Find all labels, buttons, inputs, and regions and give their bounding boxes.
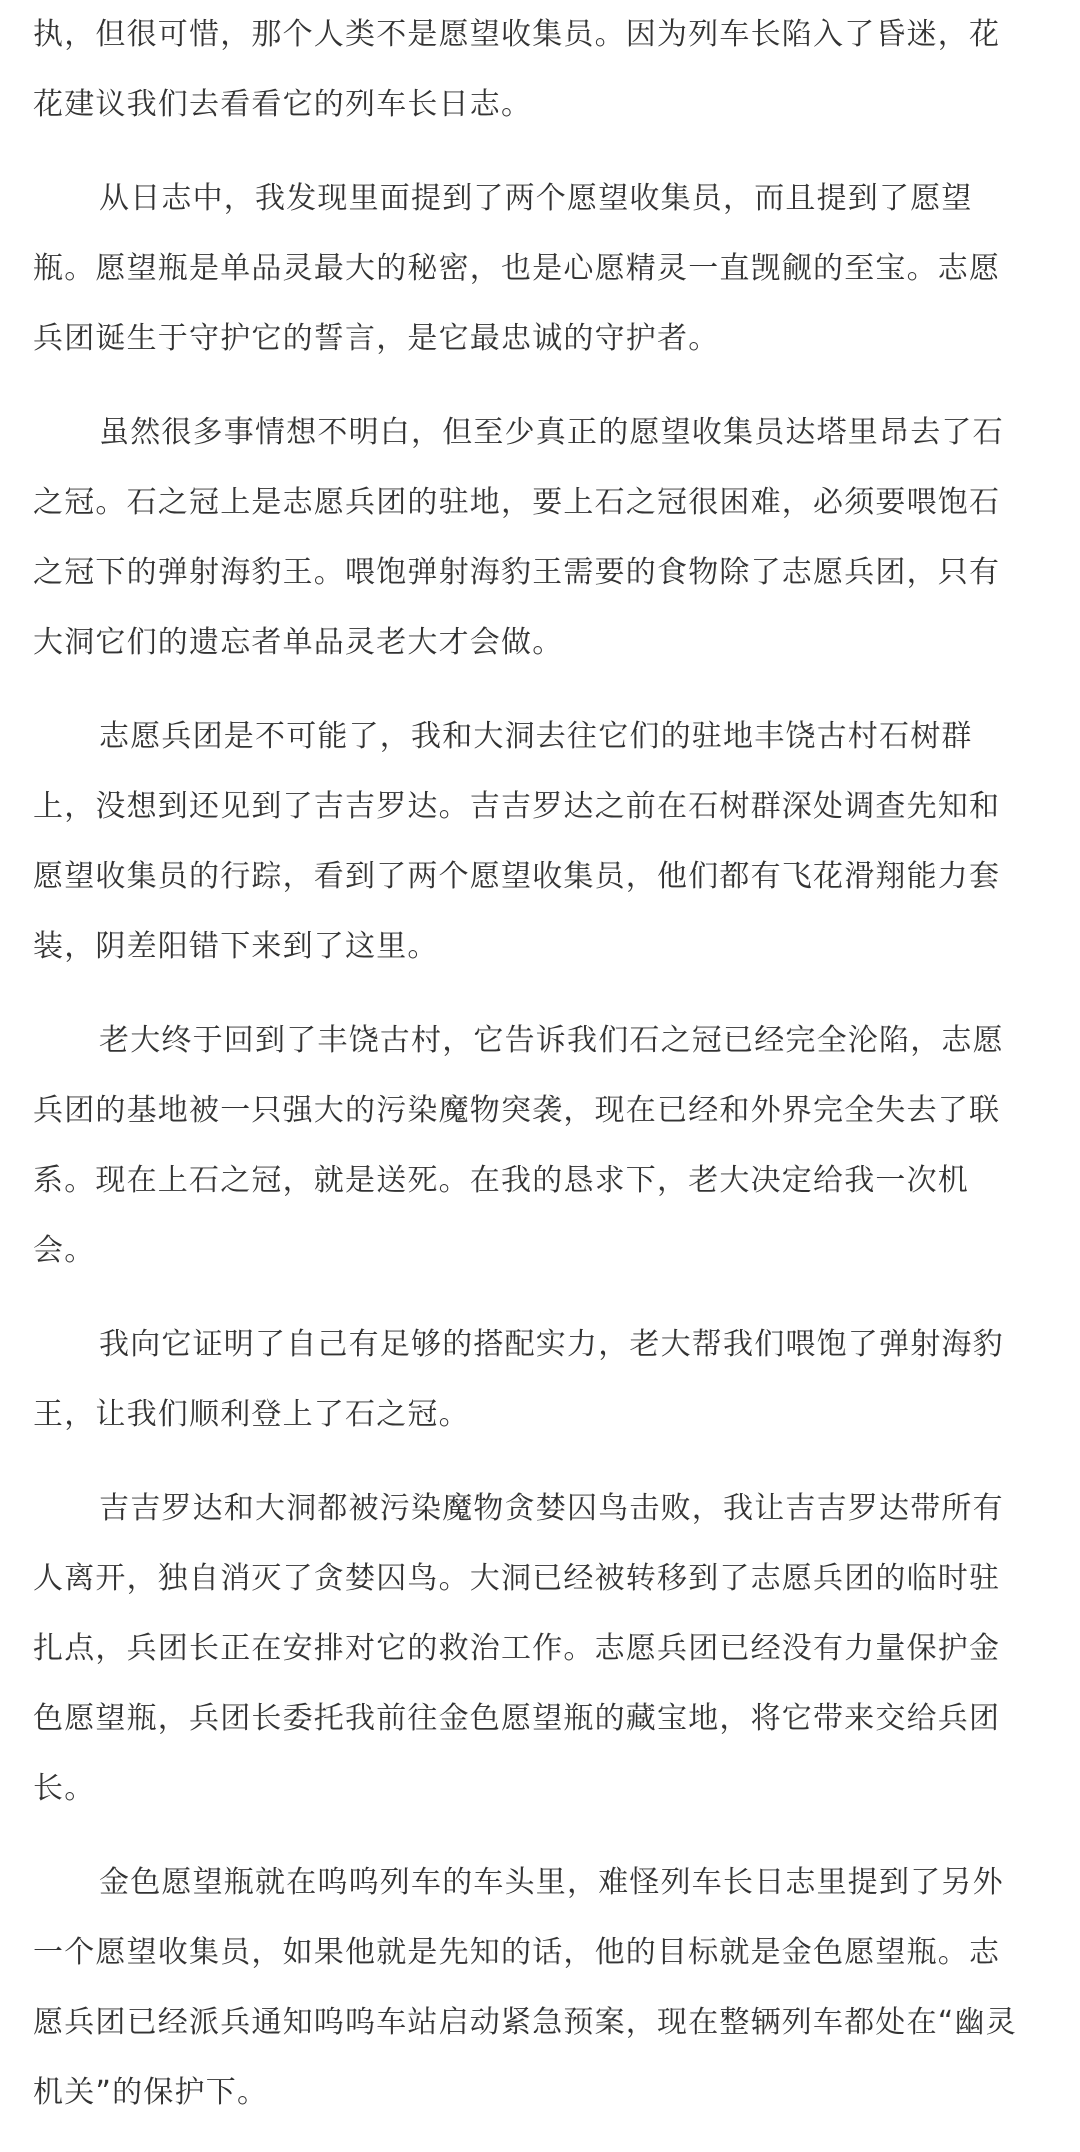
paragraph — [33, 164, 1047, 374]
paragraph — [33, 1310, 1047, 1450]
text-line: 吉吉罗达和大洞都被污染魔物贪婪囚鸟击败，我让吉吉罗达带所有 — [99, 1491, 1004, 1526]
paragraph — [33, 1474, 1047, 1824]
paragraph — [33, 1848, 1047, 2128]
text-line: 系。现在上石之冠，就是送死。在我的恳求下，老大决定给我一次机 — [33, 1163, 969, 1198]
text-line: 机关”的保护下。 — [33, 2075, 269, 2110]
text-line: 之冠下的弹射海豹王。喂饱弹射海豹王需要的食物除了志愿兵团，只有 — [33, 555, 1001, 590]
text-line: 装，阴差阳错下来到了这里。 — [33, 929, 439, 964]
paragraph — [33, 0, 1047, 140]
text-line: 色愿望瓶，兵团长委托我前往金色愿望瓶的藏宝地，将它带来交给兵团 — [33, 1701, 1001, 1736]
text-line: 愿望收集员的行踪，看到了两个愿望收集员，他们都有飞花滑翔能力套 — [33, 859, 1001, 894]
text-line: 金色愿望瓶就在呜呜列车的车头里，难怪列车长日志里提到了另外 — [99, 1865, 1004, 1900]
article-body — [33, 0, 1047, 2152]
text-line: 会。 — [33, 1233, 96, 1268]
text-line: 一个愿望收集员，如果他就是先知的话，他的目标就是金色愿望瓶。志 — [33, 1935, 1001, 1970]
text-line: 虽然很多事情想不明白，但至少真正的愿望收集员达塔里昂去了石 — [99, 415, 1004, 450]
text-line: 上，没想到还见到了吉吉罗达。吉吉罗达之前在石树群深处调查先知和 — [33, 789, 1001, 824]
paragraph — [33, 1006, 1047, 1286]
text-line: 花建议我们去看看它的列车长日志。 — [33, 87, 533, 122]
text-line: 扎点，兵团长正在安排对它的救治工作。志愿兵团已经没有力量保护金 — [33, 1631, 1001, 1666]
text-line: 大洞它们的遗忘者单品灵老大才会做。 — [33, 625, 564, 660]
text-line: 我向它证明了自己有足够的搭配实力，老大帮我们喂饱了弹射海豹 — [99, 1327, 1004, 1362]
paragraph — [33, 702, 1047, 982]
text-line: 执，但很可惜，那个人类不是愿望收集员。因为列车长陷入了昏迷，花 — [33, 17, 1001, 52]
paragraph — [33, 398, 1047, 678]
text-line: 之冠。石之冠上是志愿兵团的驻地，要上石之冠很困难，必须要喂饱石 — [33, 485, 1001, 520]
text-line: 王，让我们顺利登上了石之冠。 — [33, 1397, 470, 1432]
text-line: 愿兵团已经派兵通知呜呜车站启动紧急预案，现在整辆列车都处在“幽灵 — [33, 2005, 1017, 2040]
text-line: 志愿兵团是不可能了，我和大洞去往它们的驻地丰饶古村石树群 — [99, 719, 973, 754]
text-line: 人离开，独自消灭了贪婪囚鸟。大洞已经被转移到了志愿兵团的临时驻 — [33, 1561, 1001, 1596]
text-line: 老大终于回到了丰饶古村，它告诉我们石之冠已经完全沦陷，志愿 — [99, 1023, 1004, 1058]
text-line: 瓶。愿望瓶是单品灵最大的秘密，也是心愿精灵一直觊觎的至宝。志愿 — [33, 251, 1001, 286]
text-line: 兵团诞生于守护它的誓言，是它最忠诚的守护者。 — [33, 321, 720, 356]
text-line: 长。 — [33, 1771, 96, 1806]
text-line: 兵团的基地被一只强大的污染魔物突袭，现在已经和外界完全失去了联 — [33, 1093, 1001, 1128]
text-line: 从日志中，我发现里面提到了两个愿望收集员，而且提到了愿望 — [99, 181, 973, 216]
